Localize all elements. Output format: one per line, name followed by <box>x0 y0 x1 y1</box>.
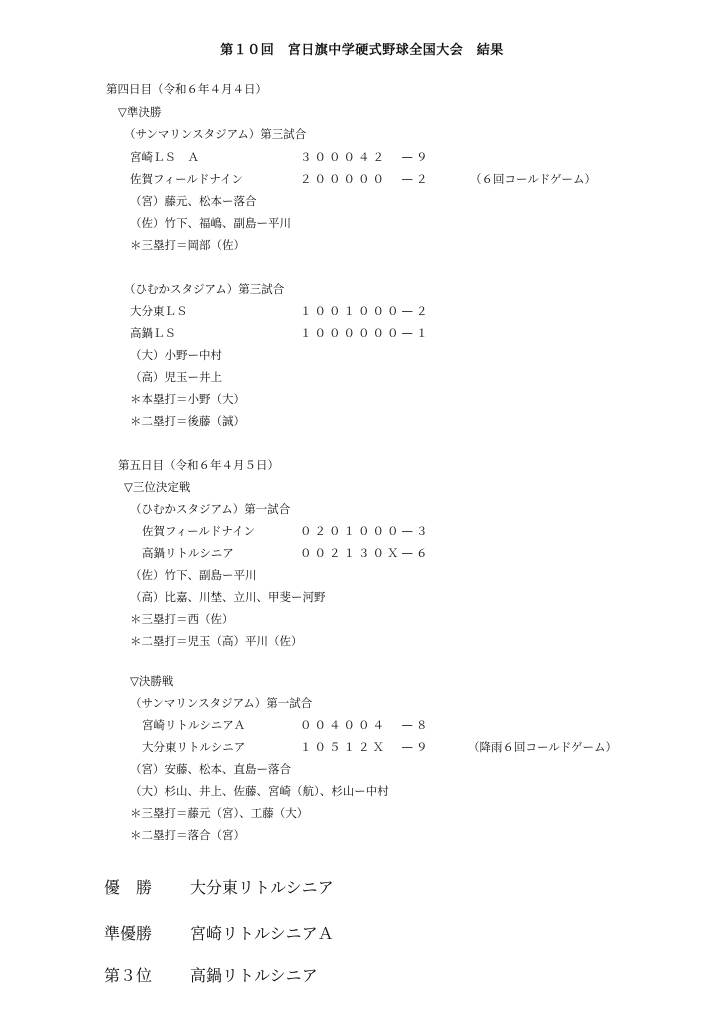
award-team-third: 高鍋リトルシニア <box>190 966 318 985</box>
day4-game2-battery2: （高）児玉ー井上 <box>130 370 222 384</box>
day4-game1-hits: ＊三塁打＝岡部（佐） <box>130 238 245 252</box>
day5-game1-team2: 高鍋リトルシニア <box>142 546 234 560</box>
day5-game2-battery2: （大）杉山、井上、佐藤、宮崎（航）、杉山ー中村 <box>130 784 389 798</box>
day5-game1-battery1: （佐）竹下、副島ー平川 <box>130 568 257 582</box>
day4-game2-venue: （ひむかスタジアム）第三試合 <box>124 282 285 296</box>
day5-round2: ▽決勝戦 <box>130 674 174 688</box>
day5-game2-team1: 宮崎リトルシニアＡ <box>142 718 246 732</box>
day4-game1-score2: ２０００００ —２ <box>300 172 431 186</box>
day5-header: 第五日目（令和６年４月５日） <box>118 458 279 472</box>
award-label-champion: 優 勝 <box>104 878 153 897</box>
day5-game1-venue: （ひむかスタジアム）第一試合 <box>130 502 291 516</box>
day5-game1-team1: 佐賀フィールドナイン <box>142 524 256 538</box>
day5-game2-hits2: ＊二塁打＝落合（宮） <box>130 828 245 842</box>
day4-header: 第四日目（令和６年４月４日） <box>106 82 267 96</box>
day4-game1-team1: 宮崎ＬＳ Ａ <box>130 150 199 164</box>
day4-game1-battery1: （宮）藤元、松本ー落合 <box>130 194 257 208</box>
day4-game1-team2: 佐賀フィールドナイン <box>130 172 244 186</box>
day5-game2-score1: ００４００４ —８ <box>300 718 431 732</box>
day5-round1: ▽三位決定戦 <box>124 480 191 494</box>
day4-game1-venue: （サンマリンスタジアム）第三試合 <box>124 127 307 141</box>
award-team-champion: 大分東リトルシニア <box>190 878 334 897</box>
award-label-runner-up: 準優勝 <box>104 924 153 943</box>
page-title: 第１０回 宮日旗中学硬式野球全国大会 結果 <box>220 43 504 58</box>
day5-game2-venue: （サンマリンスタジアム）第一試合 <box>130 696 313 710</box>
day4-game1-note: （６回コールドゲーム） <box>470 172 597 186</box>
day4-game2-team1: 大分東ＬＳ <box>130 304 188 318</box>
day4-round: ▽準決勝 <box>118 105 162 119</box>
day5-game2-team2: 大分東リトルシニア <box>142 740 246 754</box>
award-label-third: 第３位 <box>104 966 153 985</box>
day5-game1-score2: ００２１３０Ｘ—６ <box>300 546 431 560</box>
day4-game2-score2: １００００００—１ <box>300 326 431 340</box>
day5-game2-note: （降雨６回コールドゲーム） <box>468 740 618 754</box>
day4-game1-score1: ３０００４２ —９ <box>300 150 431 164</box>
day5-game1-hits1: ＊三塁打＝西（佐） <box>130 612 234 626</box>
day4-game2-score1: １００１０００—２ <box>300 304 431 318</box>
day5-game1-hits2: ＊二塁打＝児玉（高）平川（佐） <box>130 634 303 648</box>
award-team-runner-up: 宮崎リトルシニアＡ <box>190 924 334 943</box>
day4-game1-battery2: （佐）竹下、福嶋、副島ー平川 <box>130 216 291 230</box>
day5-game1-score1: ０２０１０００—３ <box>300 524 431 538</box>
day5-game1-battery2: （高）比嘉、川埜、立川、甲斐ー河野 <box>130 590 326 604</box>
day4-game2-battery1: （大）小野ー中村 <box>130 348 222 362</box>
day5-game2-battery1: （宮）安藤、松本、直島ー落合 <box>130 762 291 776</box>
day4-game2-team2: 高鍋ＬＳ <box>130 326 176 340</box>
day5-game2-hits1: ＊三塁打＝藤元（宮）、工藤（大） <box>130 806 309 820</box>
day4-game2-hits1: ＊本塁打＝小野（大） <box>130 392 245 406</box>
day5-game2-score2: １０５１２Ｘ —９ <box>300 740 431 754</box>
day4-game2-hits2: ＊二塁打＝後藤（誠） <box>130 414 245 428</box>
